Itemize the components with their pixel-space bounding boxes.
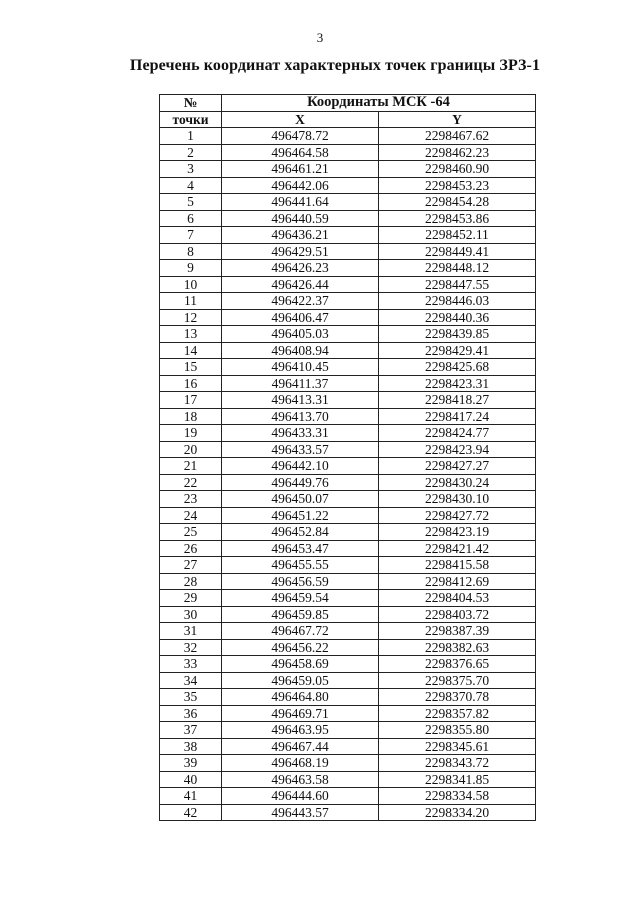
header-y: Y <box>379 111 536 128</box>
y-coordinate-cell: 2298446.03 <box>379 293 536 310</box>
x-coordinate-cell: 496451.22 <box>222 507 379 524</box>
point-number-cell: 17 <box>160 392 222 409</box>
x-coordinate-cell: 496411.37 <box>222 375 379 392</box>
point-number-cell: 3 <box>160 161 222 178</box>
header-row-top <box>160 95 536 112</box>
y-coordinate-cell: 2298412.69 <box>379 573 536 590</box>
y-coordinate-cell: 2298453.86 <box>379 210 536 227</box>
point-number-cell: 11 <box>160 293 222 310</box>
x-coordinate-cell: 496452.84 <box>222 524 379 541</box>
point-number-cell: 30 <box>160 606 222 623</box>
y-coordinate-cell: 2298448.12 <box>379 260 536 277</box>
point-number-cell: 5 <box>160 194 222 211</box>
y-coordinate-cell: 2298460.90 <box>379 161 536 178</box>
x-coordinate-cell: 496436.21 <box>222 227 379 244</box>
y-coordinate-cell: 2298439.85 <box>379 326 536 343</box>
x-coordinate-cell: 496410.45 <box>222 359 379 376</box>
point-number-cell: 36 <box>160 705 222 722</box>
x-coordinate-cell: 496426.23 <box>222 260 379 277</box>
x-coordinate-cell: 496467.44 <box>222 738 379 755</box>
table-row <box>160 128 536 145</box>
table-row <box>160 573 536 590</box>
point-number-cell: 8 <box>160 243 222 260</box>
table-row <box>160 243 536 260</box>
point-number-cell: 32 <box>160 639 222 656</box>
table-row <box>160 276 536 293</box>
point-number-cell: 38 <box>160 738 222 755</box>
x-coordinate-cell: 496463.95 <box>222 722 379 739</box>
table-row <box>160 326 536 343</box>
point-number-cell: 4 <box>160 177 222 194</box>
y-coordinate-cell: 2298355.80 <box>379 722 536 739</box>
y-coordinate-cell: 2298376.65 <box>379 656 536 673</box>
y-coordinate-cell: 2298447.55 <box>379 276 536 293</box>
table-row <box>160 722 536 739</box>
y-coordinate-cell: 2298427.72 <box>379 507 536 524</box>
x-coordinate-cell: 496464.80 <box>222 689 379 706</box>
table-row <box>160 738 536 755</box>
y-coordinate-cell: 2298403.72 <box>379 606 536 623</box>
x-coordinate-cell: 496450.07 <box>222 491 379 508</box>
point-number-cell: 41 <box>160 788 222 805</box>
point-number-cell: 35 <box>160 689 222 706</box>
x-coordinate-cell: 496433.57 <box>222 441 379 458</box>
page-number: 3 <box>316 30 324 45</box>
point-number-cell: 9 <box>160 260 222 277</box>
point-number-cell: 27 <box>160 557 222 574</box>
point-number-cell: 29 <box>160 590 222 607</box>
header-coordinates-group: Координаты МСК -64 <box>222 95 536 112</box>
y-coordinate-cell: 2298462.23 <box>379 144 536 161</box>
header-point-number-line2: точки <box>160 111 222 128</box>
table-row <box>160 804 536 821</box>
table-row <box>160 392 536 409</box>
y-coordinate-cell: 2298417.24 <box>379 408 536 425</box>
y-coordinate-cell: 2298345.61 <box>379 738 536 755</box>
x-coordinate-cell: 496422.37 <box>222 293 379 310</box>
point-number-cell: 24 <box>160 507 222 524</box>
x-coordinate-cell: 496453.47 <box>222 540 379 557</box>
point-number-cell: 13 <box>160 326 222 343</box>
table-row <box>160 177 536 194</box>
point-number-cell: 15 <box>160 359 222 376</box>
x-coordinate-cell: 496463.58 <box>222 771 379 788</box>
table-row <box>160 342 536 359</box>
y-coordinate-cell: 2298375.70 <box>379 672 536 689</box>
table-row <box>160 788 536 805</box>
table-row <box>160 474 536 491</box>
document-title: Перечень координат характерных точек границы ЗРЗ-1 <box>129 57 541 74</box>
y-coordinate-cell: 2298334.20 <box>379 804 536 821</box>
x-coordinate-cell: 496478.72 <box>222 128 379 145</box>
point-number-cell: 28 <box>160 573 222 590</box>
point-number-cell: 34 <box>160 672 222 689</box>
y-coordinate-cell: 2298430.10 <box>379 491 536 508</box>
table-row <box>160 458 536 475</box>
x-coordinate-cell: 496405.03 <box>222 326 379 343</box>
y-coordinate-cell: 2298423.94 <box>379 441 536 458</box>
x-coordinate-cell: 496459.54 <box>222 590 379 607</box>
table-row <box>160 524 536 541</box>
table-row <box>160 194 536 211</box>
x-coordinate-cell: 496408.94 <box>222 342 379 359</box>
x-coordinate-cell: 496449.76 <box>222 474 379 491</box>
x-coordinate-cell: 496406.47 <box>222 309 379 326</box>
y-coordinate-cell: 2298343.72 <box>379 755 536 772</box>
point-number-cell: 12 <box>160 309 222 326</box>
y-coordinate-cell: 2298454.28 <box>379 194 536 211</box>
point-number-cell: 20 <box>160 441 222 458</box>
table-row <box>160 557 536 574</box>
table-row <box>160 705 536 722</box>
point-number-cell: 16 <box>160 375 222 392</box>
header-x: X <box>222 111 379 128</box>
point-number-cell: 22 <box>160 474 222 491</box>
x-coordinate-cell: 496461.21 <box>222 161 379 178</box>
y-coordinate-cell: 2298341.85 <box>379 771 536 788</box>
x-coordinate-cell: 496459.85 <box>222 606 379 623</box>
point-number-cell: 7 <box>160 227 222 244</box>
x-coordinate-cell: 496442.06 <box>222 177 379 194</box>
y-coordinate-cell: 2298453.23 <box>379 177 536 194</box>
point-number-cell: 40 <box>160 771 222 788</box>
point-number-cell: 25 <box>160 524 222 541</box>
x-coordinate-cell: 496455.55 <box>222 557 379 574</box>
y-coordinate-cell: 2298387.39 <box>379 623 536 640</box>
table-row <box>160 441 536 458</box>
point-number-cell: 33 <box>160 656 222 673</box>
point-number-cell: 26 <box>160 540 222 557</box>
table-row <box>160 540 536 557</box>
table-row <box>160 639 536 656</box>
y-coordinate-cell: 2298404.53 <box>379 590 536 607</box>
y-coordinate-cell: 2298429.41 <box>379 342 536 359</box>
table-row <box>160 260 536 277</box>
y-coordinate-cell: 2298357.82 <box>379 705 536 722</box>
table-row <box>160 507 536 524</box>
point-number-cell: 19 <box>160 425 222 442</box>
table-body <box>160 128 536 821</box>
x-coordinate-cell: 496413.31 <box>222 392 379 409</box>
table-row <box>160 309 536 326</box>
y-coordinate-cell: 2298424.77 <box>379 425 536 442</box>
table-row <box>160 771 536 788</box>
table-row <box>160 293 536 310</box>
y-coordinate-cell: 2298430.24 <box>379 474 536 491</box>
point-number-cell: 14 <box>160 342 222 359</box>
table-row <box>160 375 536 392</box>
table-row <box>160 656 536 673</box>
table-header <box>160 95 536 128</box>
table-row <box>160 755 536 772</box>
y-coordinate-cell: 2298423.19 <box>379 524 536 541</box>
table-row <box>160 227 536 244</box>
x-coordinate-cell: 496413.70 <box>222 408 379 425</box>
x-coordinate-cell: 496444.60 <box>222 788 379 805</box>
header-row-bottom <box>160 111 536 128</box>
y-coordinate-cell: 2298449.41 <box>379 243 536 260</box>
table-row <box>160 359 536 376</box>
header-point-number-line1: № <box>160 95 222 112</box>
coordinates-table <box>159 94 536 821</box>
x-coordinate-cell: 496456.59 <box>222 573 379 590</box>
x-coordinate-cell: 496441.64 <box>222 194 379 211</box>
point-number-cell: 6 <box>160 210 222 227</box>
table-row <box>160 425 536 442</box>
x-coordinate-cell: 496443.57 <box>222 804 379 821</box>
x-coordinate-cell: 496440.59 <box>222 210 379 227</box>
x-coordinate-cell: 496458.69 <box>222 656 379 673</box>
point-number-cell: 39 <box>160 755 222 772</box>
y-coordinate-cell: 2298334.58 <box>379 788 536 805</box>
table-row <box>160 161 536 178</box>
table-row <box>160 623 536 640</box>
point-number-cell: 21 <box>160 458 222 475</box>
y-coordinate-cell: 2298427.27 <box>379 458 536 475</box>
y-coordinate-cell: 2298382.63 <box>379 639 536 656</box>
table-row <box>160 590 536 607</box>
x-coordinate-cell: 496468.19 <box>222 755 379 772</box>
point-number-cell: 23 <box>160 491 222 508</box>
point-number-cell: 31 <box>160 623 222 640</box>
y-coordinate-cell: 2298467.62 <box>379 128 536 145</box>
x-coordinate-cell: 496464.58 <box>222 144 379 161</box>
x-coordinate-cell: 496459.05 <box>222 672 379 689</box>
x-coordinate-cell: 496469.71 <box>222 705 379 722</box>
point-number-cell: 37 <box>160 722 222 739</box>
x-coordinate-cell: 496467.72 <box>222 623 379 640</box>
y-coordinate-cell: 2298425.68 <box>379 359 536 376</box>
point-number-cell: 2 <box>160 144 222 161</box>
y-coordinate-cell: 2298452.11 <box>379 227 536 244</box>
x-coordinate-cell: 496426.44 <box>222 276 379 293</box>
table-row <box>160 408 536 425</box>
y-coordinate-cell: 2298370.78 <box>379 689 536 706</box>
x-coordinate-cell: 496442.10 <box>222 458 379 475</box>
x-coordinate-cell: 496429.51 <box>222 243 379 260</box>
y-coordinate-cell: 2298415.58 <box>379 557 536 574</box>
point-number-cell: 10 <box>160 276 222 293</box>
table-row <box>160 672 536 689</box>
table-row <box>160 606 536 623</box>
table-row <box>160 689 536 706</box>
x-coordinate-cell: 496456.22 <box>222 639 379 656</box>
y-coordinate-cell: 2298423.31 <box>379 375 536 392</box>
point-number-cell: 18 <box>160 408 222 425</box>
table-row <box>160 144 536 161</box>
y-coordinate-cell: 2298418.27 <box>379 392 536 409</box>
point-number-cell: 1 <box>160 128 222 145</box>
point-number-cell: 42 <box>160 804 222 821</box>
table-row <box>160 491 536 508</box>
x-coordinate-cell: 496433.31 <box>222 425 379 442</box>
y-coordinate-cell: 2298440.36 <box>379 309 536 326</box>
table-row <box>160 210 536 227</box>
y-coordinate-cell: 2298421.42 <box>379 540 536 557</box>
